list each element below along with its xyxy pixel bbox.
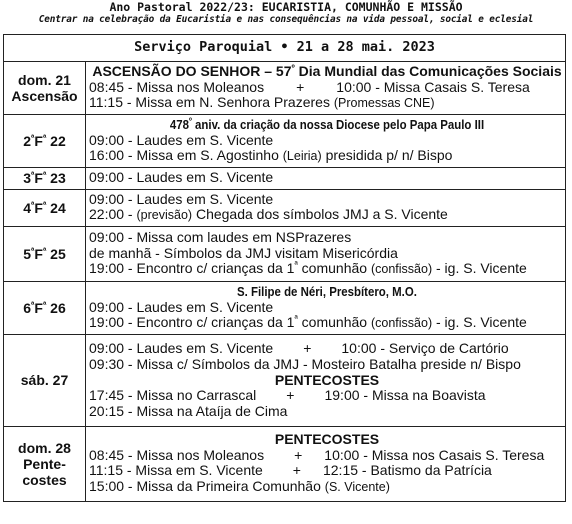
- pastoral-year-subtitle: Centrar na celebração da Eucaristia e nas consequências na vida pessoal, social e eclesial: [38, 14, 534, 25]
- event-note: (Promessas CNE): [333, 96, 435, 111]
- event-separator: +: [292, 462, 301, 479]
- day-label: $4^ªF^ª$ 24: [23, 199, 66, 216]
- events-cell: [86, 281, 566, 334]
- event-line: 16:00 - Missa em S. Agostinho (Leiria) presidida p/ n/ Bispo: [89, 147, 453, 164]
- schedule-row: [4, 62, 566, 115]
- schedule-row: [4, 115, 566, 168]
- day-label: dom. 21: [18, 72, 71, 88]
- section-heading: PENTECOSTES: [274, 371, 380, 388]
- pastoral-year-header: Ano Pastoral 2022/23: EUCARISTIA, COMUNHÃO E MISSÃO: [109, 0, 463, 14]
- day-label: Pente-: [23, 455, 66, 472]
- event-line: 15:00 - Missa da Primeira Comunhão (S. Vicente): [89, 478, 390, 495]
- event-note: (previsão): [136, 208, 193, 223]
- event-note: (confissão): [370, 262, 433, 277]
- schedule-table: [3, 61, 566, 502]
- schedule-row: [4, 426, 566, 501]
- event-line: 19:00 - Encontro c/ crianças da $1^ª$ comunhão (confissão) - ig. S. Vicente: [89, 313, 527, 331]
- events-cell: [86, 334, 566, 426]
- events-cell: [86, 426, 566, 501]
- events-cell: [86, 62, 566, 115]
- events-cell: [86, 167, 566, 189]
- day-label: Ascensão: [11, 88, 78, 104]
- schedule-row: [4, 334, 566, 426]
- event-separator: +: [286, 387, 295, 404]
- schedule-row: [4, 189, 566, 226]
- day-heading: PENTECOSTES: [274, 431, 380, 448]
- day-heading: ASCENSÃO DO SENHOR – $57^º$ Dia Mundial das Comunicações Sociais: [92, 62, 562, 80]
- events-cell: [86, 115, 566, 168]
- event-line: 20:15 - Missa na Ataíja de Cima: [89, 402, 288, 419]
- day-cell: [4, 334, 86, 426]
- events-cell: [86, 226, 566, 281]
- day-label: $5^ªF^ª$ 25: [23, 245, 66, 262]
- event-note: (Leiria): [282, 149, 322, 164]
- event-line: 09:30 - Missa c/ Símbolos da JMJ - Mosteiro Batalha preside n/ Bispo: [89, 356, 521, 373]
- day-label: costes: [22, 471, 67, 488]
- event-line: 09:00 - Laudes em S. Vicente: [89, 190, 274, 207]
- day-cell: [4, 226, 86, 281]
- events-cell: [86, 189, 566, 226]
- event-separator: +: [296, 78, 305, 95]
- event-note: (S. Vicente): [324, 480, 390, 495]
- day-cell: [4, 115, 86, 168]
- event-line: 09:00 - Missa com laudes em NSPrazeres: [89, 229, 352, 246]
- event-line: 09:00 - Laudes em S. Vicente: [89, 298, 274, 315]
- event-line: 09:00 - Laudes em S. Vicente + 10:00 - Serviço de Cartório: [89, 340, 509, 357]
- day-label: dom. 28: [18, 439, 71, 456]
- event-line: 17:45 - Missa no Carrascal + 19:00 - Missa na Boavista: [89, 387, 486, 404]
- event-separator: +: [294, 446, 303, 463]
- day-cell: [4, 62, 86, 115]
- event-separator: +: [303, 340, 312, 357]
- day-label: $6^ªF^ª$ 26: [23, 299, 66, 316]
- event-line: 22:00 - (previsão) Chegada dos símbolos JMJ a S. Vicente: [89, 206, 448, 223]
- schedule-title: Serviço Paroquial • 21 a 28 mai. 2023: [3, 34, 566, 61]
- event-line: 11:15 - Missa em S. Vicente + 12:15 - Batismo da Patrícia: [89, 462, 492, 479]
- day-cell: [4, 281, 86, 334]
- schedule-row: [4, 226, 566, 281]
- event-line: 11:15 - Missa em N. Senhora Prazeres (Promessas CNE): [89, 94, 435, 111]
- day-label: sáb. 27: [20, 372, 69, 389]
- day-label: $2^ªF^ª$ 22: [23, 132, 66, 149]
- event-line: 08:45 - Missa nos Moleanos + 10:00 - Missa Casais S. Teresa: [89, 78, 530, 95]
- event-note: (confissão): [370, 316, 433, 331]
- day-heading: $478^º$ aniv. da criação da nossa Diocese pelo Papa Paulo III: [169, 115, 485, 132]
- event-line: 19:00 - Encontro c/ crianças da $1^ª$ comunhão (confissão) - ig. S. Vicente: [89, 259, 527, 277]
- day-label: $3^ªF^ª$ 23: [23, 169, 66, 187]
- schedule-row: [4, 281, 566, 334]
- event-line: 09:00 - Laudes em S. Vicente: [89, 169, 274, 186]
- schedule-row: [4, 167, 566, 189]
- event-line: 08:45 - Missa nos Moleanos + 10:00 - Missa nos Casais S. Teresa: [89, 446, 545, 463]
- day-cell: [4, 189, 86, 226]
- day-cell: [4, 167, 86, 189]
- day-cell: [4, 426, 86, 501]
- event-line: de manhã - Símbolos da JMJ visitam Misericórdia: [89, 244, 398, 261]
- event-line: 09:00 - Laudes em S. Vicente: [89, 131, 274, 148]
- day-heading: S. Filipe de Néri, Presbítero, M.O.: [237, 284, 417, 300]
